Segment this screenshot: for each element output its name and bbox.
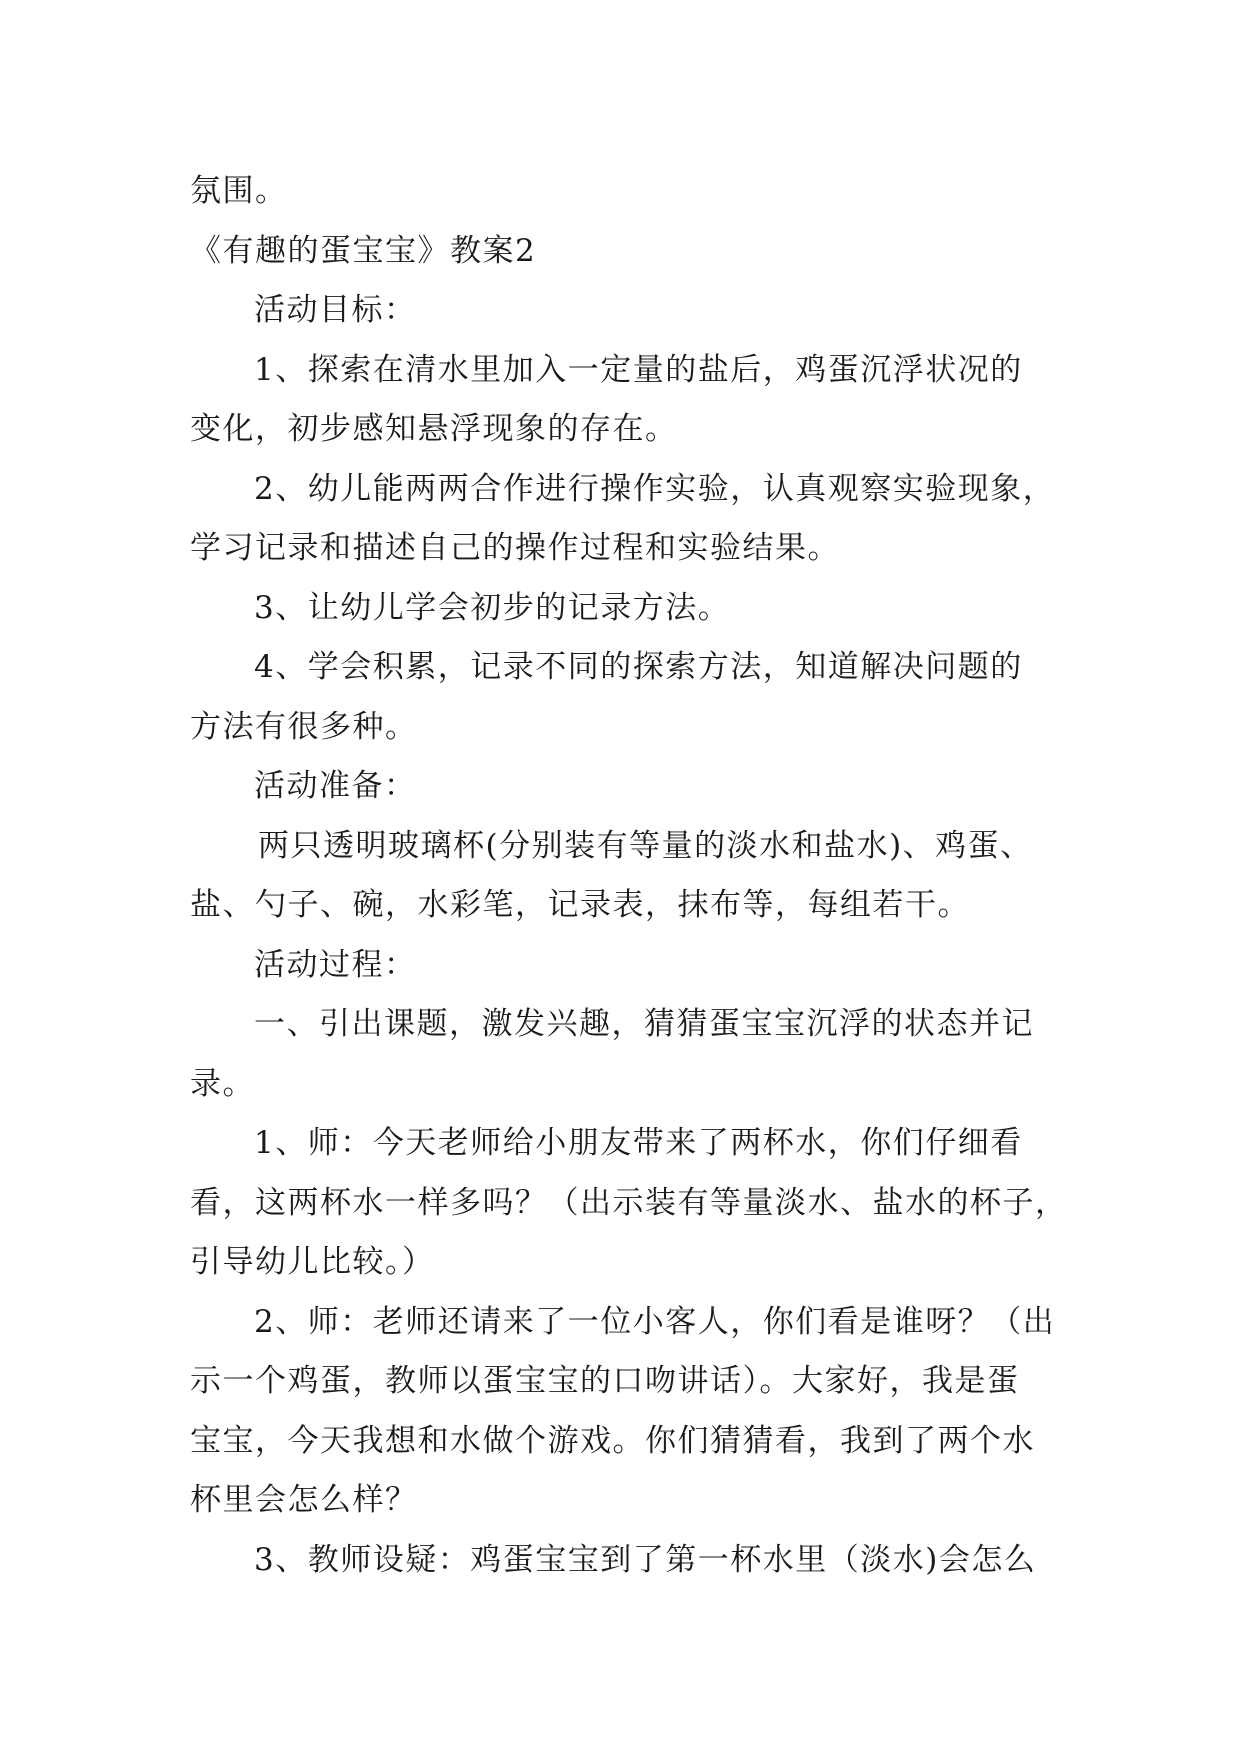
- text-line: 方法有很多种。: [190, 708, 418, 745]
- text-line: 杯里会怎么样？: [190, 1482, 418, 1518]
- text-line: 两只透明玻璃杯(分别装有等量的淡水和盐水)、鸡蛋、: [258, 827, 1033, 864]
- text-line: 2、幼儿能两两合作进行操作实验，认真观察实验现象，: [254, 470, 1056, 507]
- heading-activity-preparation: 活动准备：: [254, 768, 417, 804]
- text-line: 3、让幼儿学会初步的记录方法。: [254, 589, 731, 626]
- heading-activity-process: 活动过程：: [254, 946, 417, 983]
- text-line: 盐、勺子、碗，水彩笔，记录表，抹布等，每组若干。: [190, 887, 970, 923]
- text-line: 4、学会积累，记录不同的探索方法，知道解决问题的: [254, 649, 1023, 685]
- text-line: 看，这两杯水一样多吗？（出示装有等量淡水、盐水的杯子，: [190, 1184, 1068, 1221]
- document-body: [190, 162, 1070, 1590]
- text-line: 氛围。: [190, 173, 288, 209]
- text-line: 示一个鸡蛋，教师以蛋宝宝的口吻讲话）。大家好，我是蛋: [190, 1363, 1020, 1399]
- text-line: 学习记录和描述自己的操作过程和实验结果。: [190, 530, 840, 566]
- heading-activity-goals: 活动目标：: [254, 292, 417, 328]
- text-line: 录。: [190, 1065, 255, 1102]
- section-title: 《有趣的蛋宝宝》教案2: [190, 232, 537, 269]
- text-line: 3、教师设疑：鸡蛋宝宝到了第一杯水里（淡水)会怎么: [254, 1541, 1037, 1578]
- text-line: 1、师：今天老师给小朋友带来了两杯水，你们仔细看: [254, 1125, 1023, 1161]
- text-line: 变化，初步感知悬浮现象的存在。: [190, 411, 678, 447]
- text-line: 宝宝，今天我想和水做个游戏。你们猜猜看，我到了两个水: [190, 1422, 1035, 1459]
- text-line: 2、师：老师还请来了一位小客人，你们看是谁呀？（出: [254, 1303, 1056, 1340]
- text-line: 引导幼儿比较。）: [190, 1244, 435, 1280]
- text-line: 1、探索在清水里加入一定量的盐后，鸡蛋沉浮状况的: [254, 351, 1023, 388]
- text-line: 一、引出课题，激发兴趣，猜猜蛋宝宝沉浮的状态并记: [254, 1006, 1034, 1042]
